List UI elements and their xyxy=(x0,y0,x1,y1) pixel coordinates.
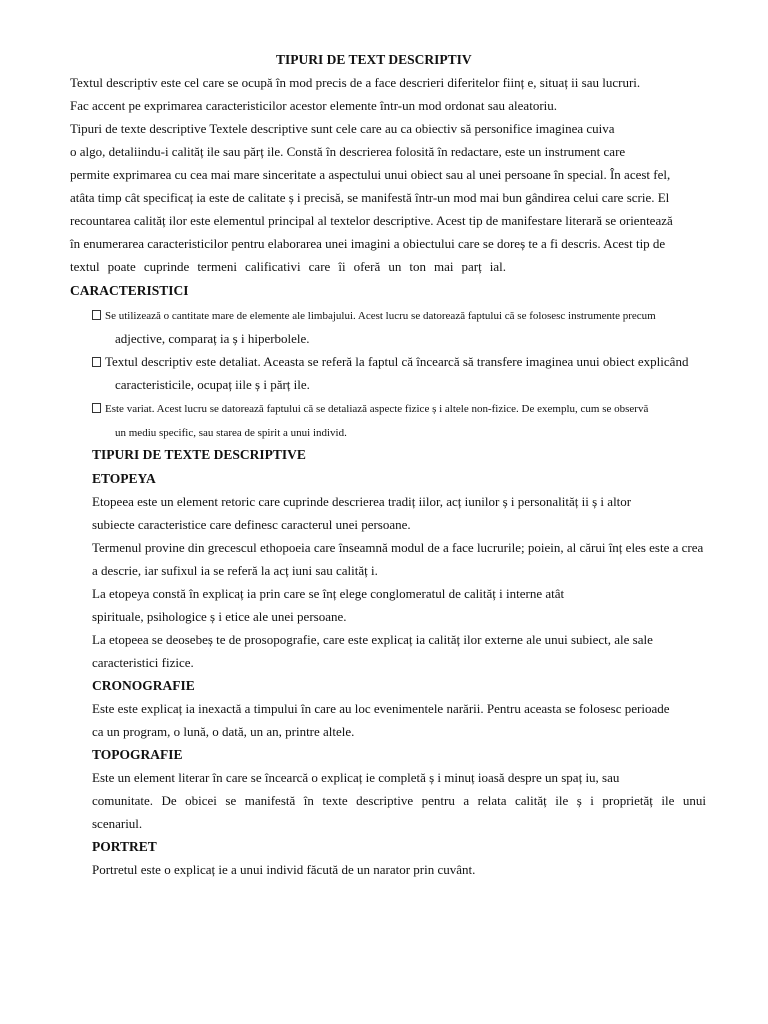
topografie-line-3: scenariul. xyxy=(92,816,143,831)
bullet-3 xyxy=(92,401,648,417)
portret-heading: PORTRET xyxy=(92,839,157,854)
topografie-line-1: Este un element literar în care se încearcă o explicaț ie completă ș i minuț ioasă despre un spaț iu, sau xyxy=(92,770,620,785)
document-title: TIPURI DE TEXT DESCRIPTIV xyxy=(276,52,472,67)
intro-line-3: Tipuri de texte descriptive Textele descriptive sunt cele care au ca obiectiv să personifice imaginea cuiva xyxy=(70,121,615,136)
etopeya-line-6: spirituale, psihologice ș i etice ale unei persoane. xyxy=(92,609,347,624)
intro-line-5: permite exprimarea cu cea mai mare sinceritate a aspectului unui obiect sau al unei persoane în special. În acest fel, xyxy=(70,167,671,182)
topografie-line-2: comunitate. De obicei se manifestă în texte descriptive pentru a relata calităț ile ș i proprietăț ile unui xyxy=(92,793,706,808)
types-heading: TIPURI DE TEXTE DESCRIPTIVE xyxy=(92,447,306,462)
cronografie-heading: CRONOGRAFIE xyxy=(92,678,195,693)
characteristics-heading: CARACTERISTICI xyxy=(70,283,189,298)
intro-line-9: textul poate cuprinde termeni calificativi care îi oferă un ton mai parț ial. xyxy=(70,259,506,274)
bullet-2 xyxy=(92,354,688,370)
etopeya-line-1: Etopeea este un element retoric care cuprinde descrierea tradiț iilor, acț iunilor ș i personalităț ii ș i altor xyxy=(92,494,632,509)
portret-line-1: Portretul este o explicaț ie a unui individ făcută de un narator prin cuvânt. xyxy=(92,862,476,877)
bullet-1-line-1: Se utilizează o cantitate mare de elemente ale limbajului. Acest lucru se datorează faptului că se folosesc instrumente precum xyxy=(105,310,656,322)
etopeya-line-5: La etopeya constă în explicaț ia prin care se înț elege conglomeratul de calităț i interne atât xyxy=(92,586,565,601)
bullet-box-icon xyxy=(92,310,101,320)
etopeya-heading: ETOPEYA xyxy=(92,471,156,486)
bullet-1 xyxy=(92,308,656,324)
intro-line-1: Textul descriptiv este cel care se ocupă în mod precis de a face descrieri diferitelor ființ e, situaț ii sau lucruri. xyxy=(70,75,641,90)
bullet-2-line-1: Textul descriptiv este detaliat. Aceasta se referă la faptul că încearcă să transfere imaginea unui obiect explicând xyxy=(105,354,689,369)
topografie-heading: TOPOGRAFIE xyxy=(92,747,183,762)
bullet-2-line-2: caracteristicile, ocupaț iile ș i părț ile. xyxy=(115,377,310,392)
etopeya-line-8: caracteristici fizice. xyxy=(92,655,194,670)
cronografie-line-1: Este este explicaț ia inexactă a timpului în care au loc evenimentele narării. Pentru aceasta se folosesc perioade xyxy=(92,701,670,716)
intro-line-4: o algo, detaliindu-i calităț ile sau părț ile. Constă în descrierea folosită în redactare, este un instrument care xyxy=(70,144,626,159)
intro-line-7: recountarea calităț ilor este elementul principal al textelor descriptive. Acest tip de manifestare literară se orientează xyxy=(70,213,673,228)
etopeya-line-7: La etopeea se deosebeș te de prosopografie, care este explicaț ia calităț ilor externe ale unui subiect, ale sale xyxy=(92,632,653,647)
bullet-3-line-1: Este variat. Acest lucru se datorează faptului că se detaliază aspecte fizice ș i altele non-fizice. De exemplu, cum se observă xyxy=(105,403,649,415)
bullet-box-icon xyxy=(92,403,101,413)
cronografie-line-2: ca un program, o lună, o dată, un an, printre altele. xyxy=(92,724,355,739)
intro-line-8: în enumerarea caracteristicilor pentru elaborarea unei imagini a obiectului care se doreș te a fi descris. Acest tip de xyxy=(70,236,666,251)
etopeya-line-2: subiecte caracteristice care definesc caracterul unei persoane. xyxy=(92,517,411,532)
intro-line-2: Fac accent pe exprimarea caracteristicilor acestor elemente într-un mod ordonat sau aleatoriu. xyxy=(70,98,558,113)
etopeya-line-4: a descrie, iar sufixul ia se referă la acț iuni sau calităț i. xyxy=(92,563,378,578)
bullet-box-icon xyxy=(92,357,101,367)
intro-line-6: atâta timp cât specificaț ia este de calitate ș i precisă, se manifestă într-un mod mai bun gândirea celui care scrie. El xyxy=(70,190,670,205)
etopeya-line-3: Termenul provine din grecescul ethopoeia care înseamnă modul de a face lucrurile; poiein, al cărui înț eles este a crea xyxy=(92,540,704,555)
bullet-1-line-2: adjective, comparaț ia ș i hiperbolele. xyxy=(115,331,310,346)
bullet-3-line-2: un mediu specific, sau starea de spirit a unui individ. xyxy=(115,427,347,439)
